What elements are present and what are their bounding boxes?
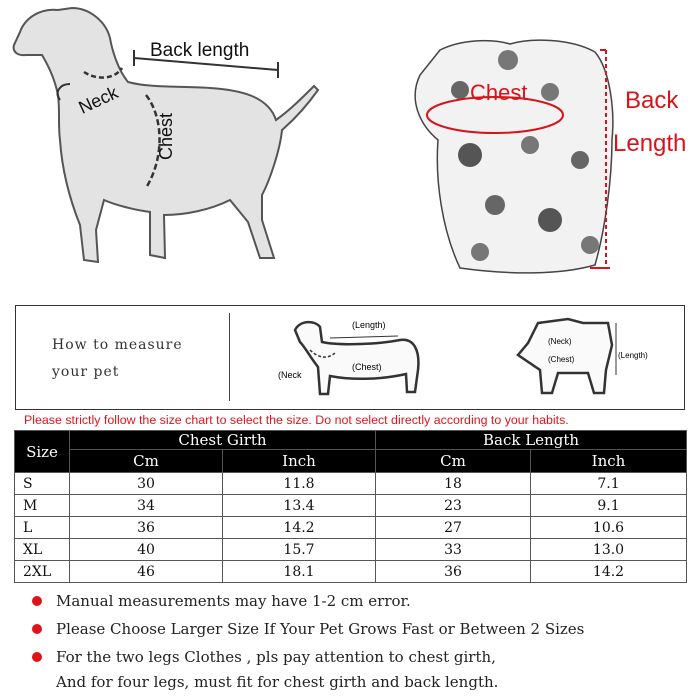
chest-inch-cell: 18.1 [223, 561, 376, 583]
size-cell: M [15, 495, 70, 517]
size-cell: XL [15, 539, 70, 561]
size-cell: L [15, 517, 70, 539]
table-row [15, 539, 687, 561]
back-inch-header: Inch [531, 450, 687, 473]
back-cm-cell: 27 [376, 517, 531, 539]
how-to-measure-line1: How to measure [52, 337, 183, 353]
clothes-neck-label: (Neck) [548, 337, 572, 346]
note-3 [32, 648, 682, 666]
back-length-label: Back length [150, 40, 250, 61]
chest-inch-cell: 11.8 [223, 473, 376, 495]
how-to-measure-line2: your pet [52, 364, 120, 380]
sweater-back-label: Back [625, 87, 679, 114]
note-3-text-line1: For the two legs Clothes , pls pay attention to chest girth, [56, 648, 496, 666]
chest-inch-header: Inch [223, 450, 376, 473]
back-cm-cell: 18 [376, 473, 531, 495]
back-cm-cell: 33 [376, 539, 531, 561]
note-1-text: Manual measurements may have 1-2 cm error. [56, 592, 411, 610]
back-inch-cell: 9.1 [531, 495, 687, 517]
clothes-diagram [508, 315, 658, 405]
chest-cm-cell: 46 [70, 561, 223, 583]
small-dog-neck-label: (Neck [278, 370, 302, 380]
note-1 [32, 592, 682, 610]
bullet-dot [32, 652, 42, 662]
back-inch-cell: 14.2 [531, 561, 687, 583]
table-row [15, 473, 687, 495]
bullet-dot [32, 596, 42, 606]
size-cell: 2XL [15, 561, 70, 583]
back-cm-header: Cm [376, 450, 531, 473]
sweater-chest-label: Chest [470, 80, 528, 105]
size-cell: S [15, 473, 70, 495]
small-dog-length-label: (Length) [352, 320, 386, 330]
how-to-measure-text [52, 332, 222, 386]
chest-cm-cell: 34 [70, 495, 223, 517]
chest-girth-header: Chest Girth [70, 431, 376, 450]
bullet-dot [32, 624, 42, 634]
note-3-continued [56, 673, 700, 691]
table-row [15, 517, 687, 539]
chest-cm-cell: 40 [70, 539, 223, 561]
dog-measure-illustration [0, 0, 350, 290]
back-length-header: Back Length [376, 431, 687, 450]
chest-inch-cell: 15.7 [223, 539, 376, 561]
chest-inch-cell: 14.2 [223, 517, 376, 539]
table-row [15, 495, 687, 517]
small-dog-chest-label: (Chest) [352, 362, 382, 372]
chest-cm-cell: 36 [70, 517, 223, 539]
table-row [15, 561, 687, 583]
neck-label: Neck [75, 82, 122, 118]
note-3-text-line2: And for four legs, must fit for chest girth and back length. [56, 673, 499, 691]
chest-cm-header: Cm [70, 450, 223, 473]
back-inch-cell: 7.1 [531, 473, 687, 495]
chest-label: Chest [156, 112, 176, 160]
back-inch-cell: 10.6 [531, 517, 687, 539]
chest-cm-cell: 30 [70, 473, 223, 495]
small-dog-diagram [270, 312, 440, 407]
note-2-text: Please Choose Larger Size If Your Pet Grows Fast or Between 2 Sizes [56, 620, 585, 638]
clothes-length-label: (Length) [618, 351, 648, 360]
chest-inch-cell: 13.4 [223, 495, 376, 517]
sweater-illustration [380, 30, 700, 280]
how-box-divider [229, 313, 230, 401]
clothes-chest-label: (Chest) [548, 355, 575, 364]
sweater-length-label: Length [613, 130, 687, 157]
back-inch-cell: 13.0 [531, 539, 687, 561]
note-2 [32, 620, 682, 638]
back-cm-cell: 23 [376, 495, 531, 517]
size-chart-table [14, 430, 686, 583]
size-notice: Please strictly follow the size chart to select the size. Do not select directly according to your habits. [24, 413, 569, 427]
back-cm-cell: 36 [376, 561, 531, 583]
size-header: Size [15, 431, 70, 473]
